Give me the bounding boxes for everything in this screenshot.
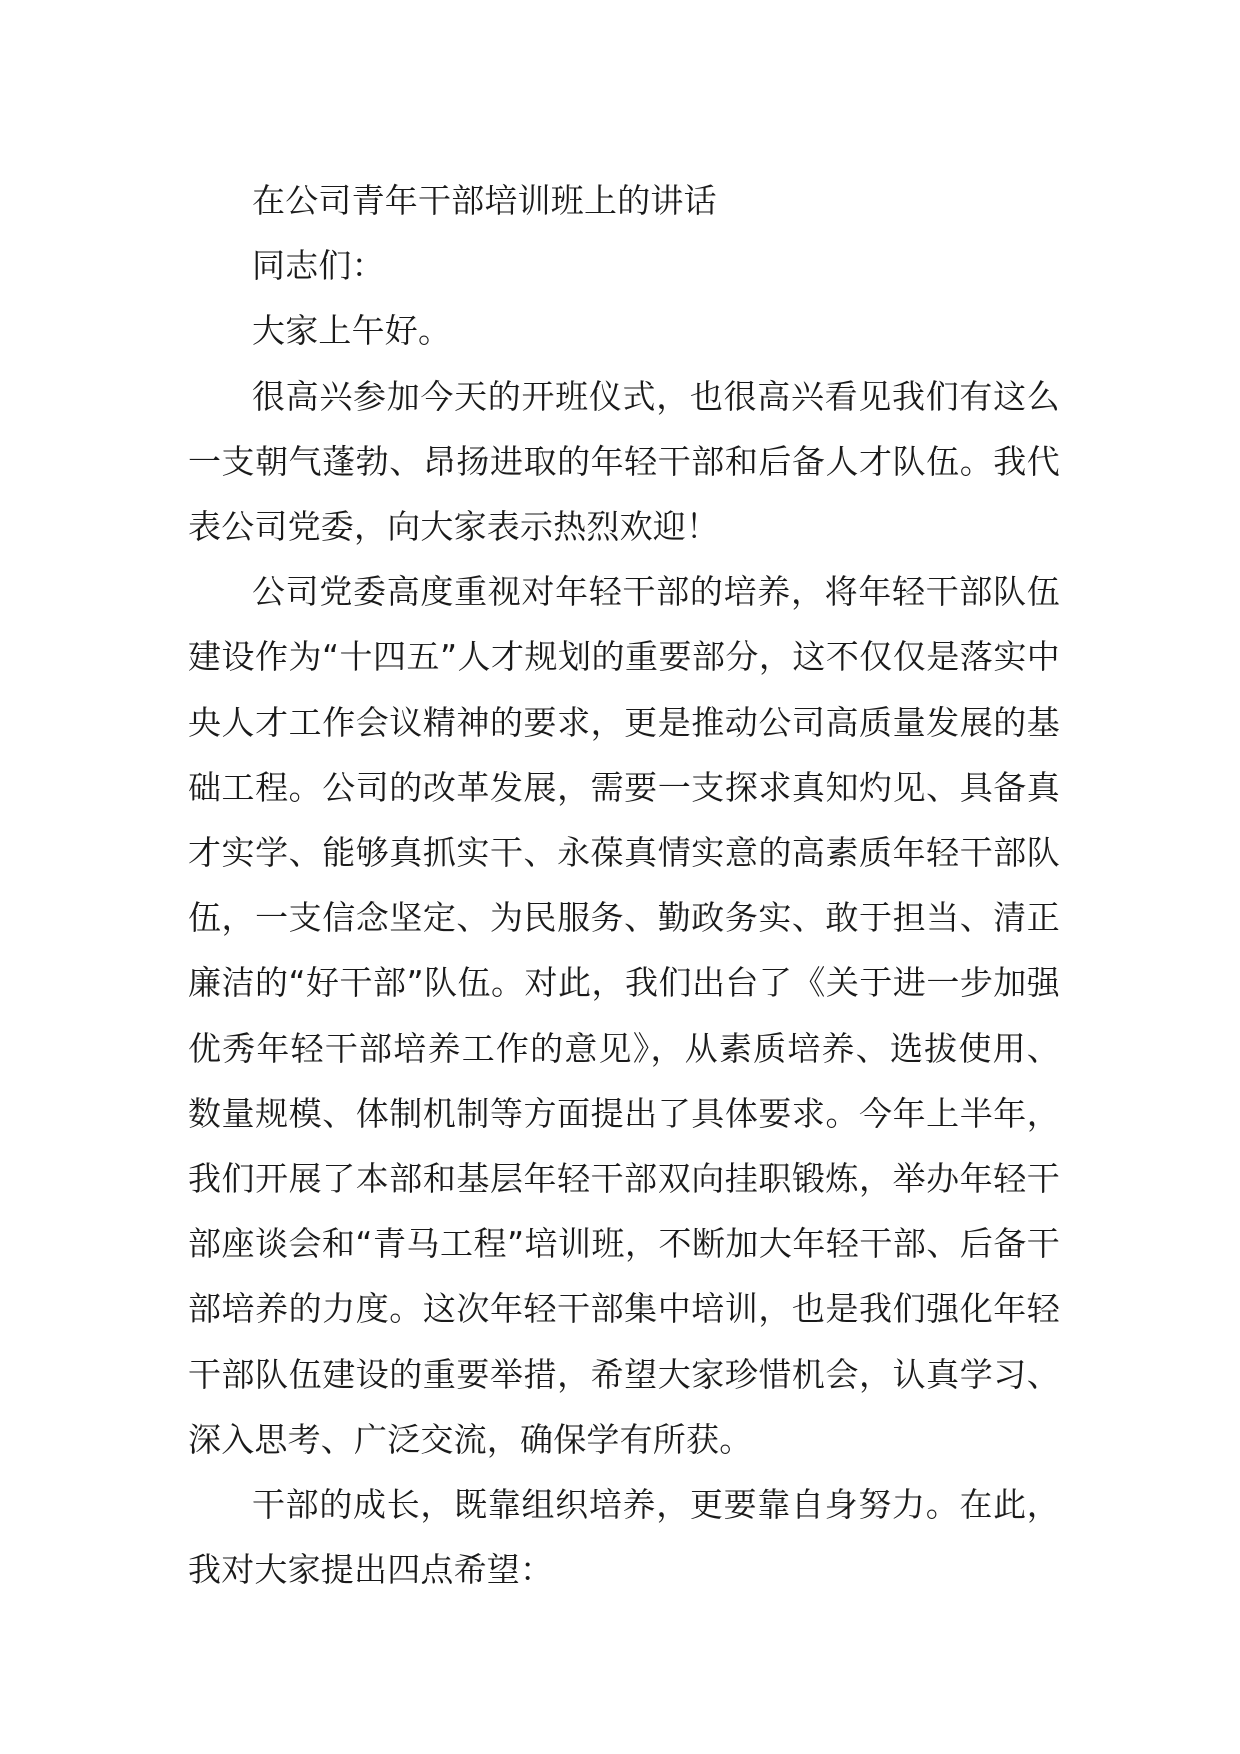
document-body	[188, 168, 1060, 1602]
paragraph-welcome: 很高兴参加今天的开班仪式，也很高兴看见我们有这么一支朝气蓬勃、昂扬进取的年轻干部和后备人才队伍。我代表公司党委，向大家表示热烈欢迎！	[188, 376, 1060, 547]
paragraph-cadre-training: 公司党委高度重视对年轻干部的培养，将年轻干部队伍建设作为“十四五”人才规划的重要部分，这不仅仅是落实中央人才工作会议精神的要求，更是推动公司高质量发展的基础工程。公司的改革发展，需要一支探求真知灼见、具备真才实学、能够真抓实干、永葆真情实意的高素质年轻干部队伍，一支信念坚定、为民服务、勤政务实、敢于担当、清正廉洁的“好干部”队伍。对此，我们出台了《关于进一步加强优秀年轻干部培养工作的意见》，从素质培养、选拔使用、数量规模、体制机制等方面提出了具体要求。今年上半年，我们开展了本部和基层年轻干部双向挂职锻炼，举办年轻干部座谈会和“青马工程”培训班，不断加大年轻干部、后备干部培养的力度。这次年轻干部集中培训，也是我们强化年轻干部队伍建设的重要举措，希望大家珍惜机会，认真学习、深入思考、广泛交流，确保学有所获。	[188, 572, 1060, 1459]
greeting: 大家上午好。	[252, 311, 452, 351]
salutation: 同志们：	[252, 246, 385, 286]
paragraph-four-hopes: 干部的成长，既靠组织培养，更要靠自身努力。在此，我对大家提出四点希望：	[188, 1485, 1060, 1590]
document-title: 在公司青年干部培训班上的讲话	[252, 181, 717, 220]
